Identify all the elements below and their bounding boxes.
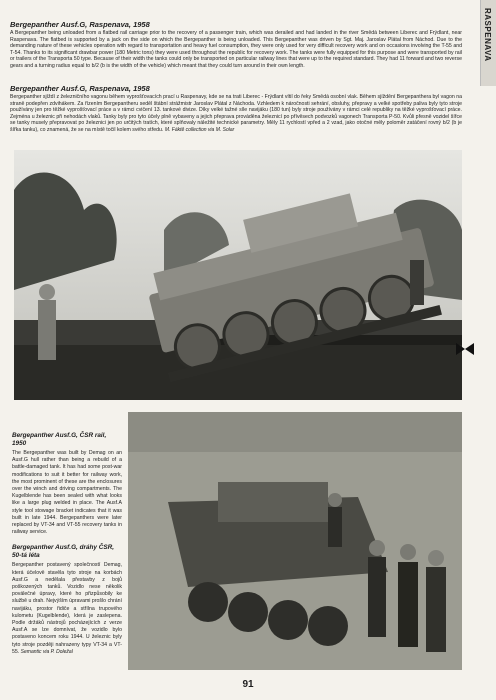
chapter-side-tab (480, 0, 496, 86)
left-caption-column (12, 432, 122, 664)
page-number: 91 (242, 679, 254, 690)
direction-marker-icon (456, 342, 474, 360)
caption-english-text: A Bergepanther being unloaded from a flatbed rail carriage prior to the recovery of a passenger train, which was derailed and had landed in the river Smědá between Liberec and Frýdlant, near Raspenava. The flatbed is supported by a jack on the side on which the Bergepanther is being unloaded. This Bergepanther was driven by Sgt. Maj. Jaroslav Plátal from Náchod. Due to the demanding nature of these vehicles operation with regard to transportation and heavy fuel consumption, they were only used for very difficult recovery work and on occasions involving the T-55 and T-54. Thanks to its significant drawbar power (180 Metric tons) they were used throughout the republic for recovery work. The tanks were fully equipped for this purpose and were transported by rail or trailers of the Transporta 50 type. Because of their width the tanks could only be transported on particular railway lines that were up to the required standard. They had 11 forward and two reverse gears and a turning radius equal to b/2 (b is the width of the vehicle) which meant that they could turn around in their own length. (10, 30, 462, 69)
chapter-side-tab-label: RASPENAVA (483, 8, 492, 62)
left-caption-czech-title: Bergepanther Ausf.G, dráhy ČSR, 50-tá léta (12, 544, 115, 560)
caption-czech-body: Bergepanther sjíždí z železničního vagonu během vyprošťovacích prací u Raspenavy, kde se na trati Liberec - Frýdlant vítil do řeky Smědá osobní vlak. Během sjíždění Bergepanthera byl vagon na straně podepřen zdvihákem. Za řízením Bergepantheru seděl štábní strážmistr Jaroslav Plátal z Náchoda. Vzhledem k náročnosti sehrání, obsluhy, přepravy a velké spotřeby paliva byly tyto stroje používány jen pro těžké vyprošťovací práce a v rámci cvičení 13. tankové divize. Díky velké tažné síle navijáku (180 tun) byly stroje používány v rámci celé republiky na těžké vyprošťovací práce. Zejména u železnic při nehodách vlaků. Tanky byly pro tyto účely plně vybaveny a jejich přeprava prováděna železnicí po přívěsech podvozků vagonech Transporta P-50. Kvůli přesně vozidel šířce se tanky musely přepravovat po železnici jen po určitých tratích, které splňovaly náležité technické parametry. Měly 11 rychlostí vpřed a 2 vzad, jako otočné měly poloměr zatáčení rovný b/2 (b je šířka tanku), co znamená, že se na místě točil kolem svého středu. (10, 94, 462, 133)
caption-english (10, 20, 462, 70)
left-caption-czech-text (12, 562, 122, 656)
caption-english-title: Bergepanther Ausf.G, Raspenava, 1958 (10, 20, 150, 29)
left-caption-english-title: Bergepanther Ausf.G, ČSR rail, 1950 (12, 432, 107, 447)
left-caption-english-text: The Bergepanther was built by Demag on an Ausf.G hull rather than being a rebuild of a battle-damaged tank. It has had some post-war modifications to suit it better for railway work, the most prominent of these are the enclosures over the winch and driving compartments. The Kugelblende has been sealed with what looks like a large plug welded in place. The Ausf.A style tool stowage bracket indicates that it was built in late 1944. Bergepanthers were later replaced by VT-34 and VT-55 recovery tanks in railway service. (12, 450, 122, 536)
caption-czech-text (10, 94, 462, 134)
caption-czech-title: Bergepanther Ausf.G, Raspenava, 1958 (10, 84, 150, 93)
caption-czech (10, 84, 462, 134)
left-caption-czech-credit: Semantic via P. Doležal (20, 648, 73, 655)
photo-bergepanther-unloading (14, 150, 462, 400)
caption-czech-credit: M. Fáktě collection via M. Solar (164, 126, 235, 133)
photo-bergepanther-rail-crew (128, 412, 462, 670)
left-caption-czech-body: Bergepanther postavený společností Demag, která účelově stavěla tyto stroje na korbách Ausf.G a nedělala přestavby z bojů poškozených tanků. Vozidlo nese několik poválečné úpravy, které ho přizpůsobily ke službě u drah. Nejvýším úpravami prošlo chrání navijáku, prostor řidiče a střílna trupového kulometu (Kugelblende), která je zaslepena. Podle držáků nástrojů pocházejících z verze Ausf.A se lze domnívat, že vozidlo bylo postaveno koncem roku 1944. U železnic byly tyto stroje později nahrazeny typy VT-34 a VT-55. (12, 562, 122, 655)
